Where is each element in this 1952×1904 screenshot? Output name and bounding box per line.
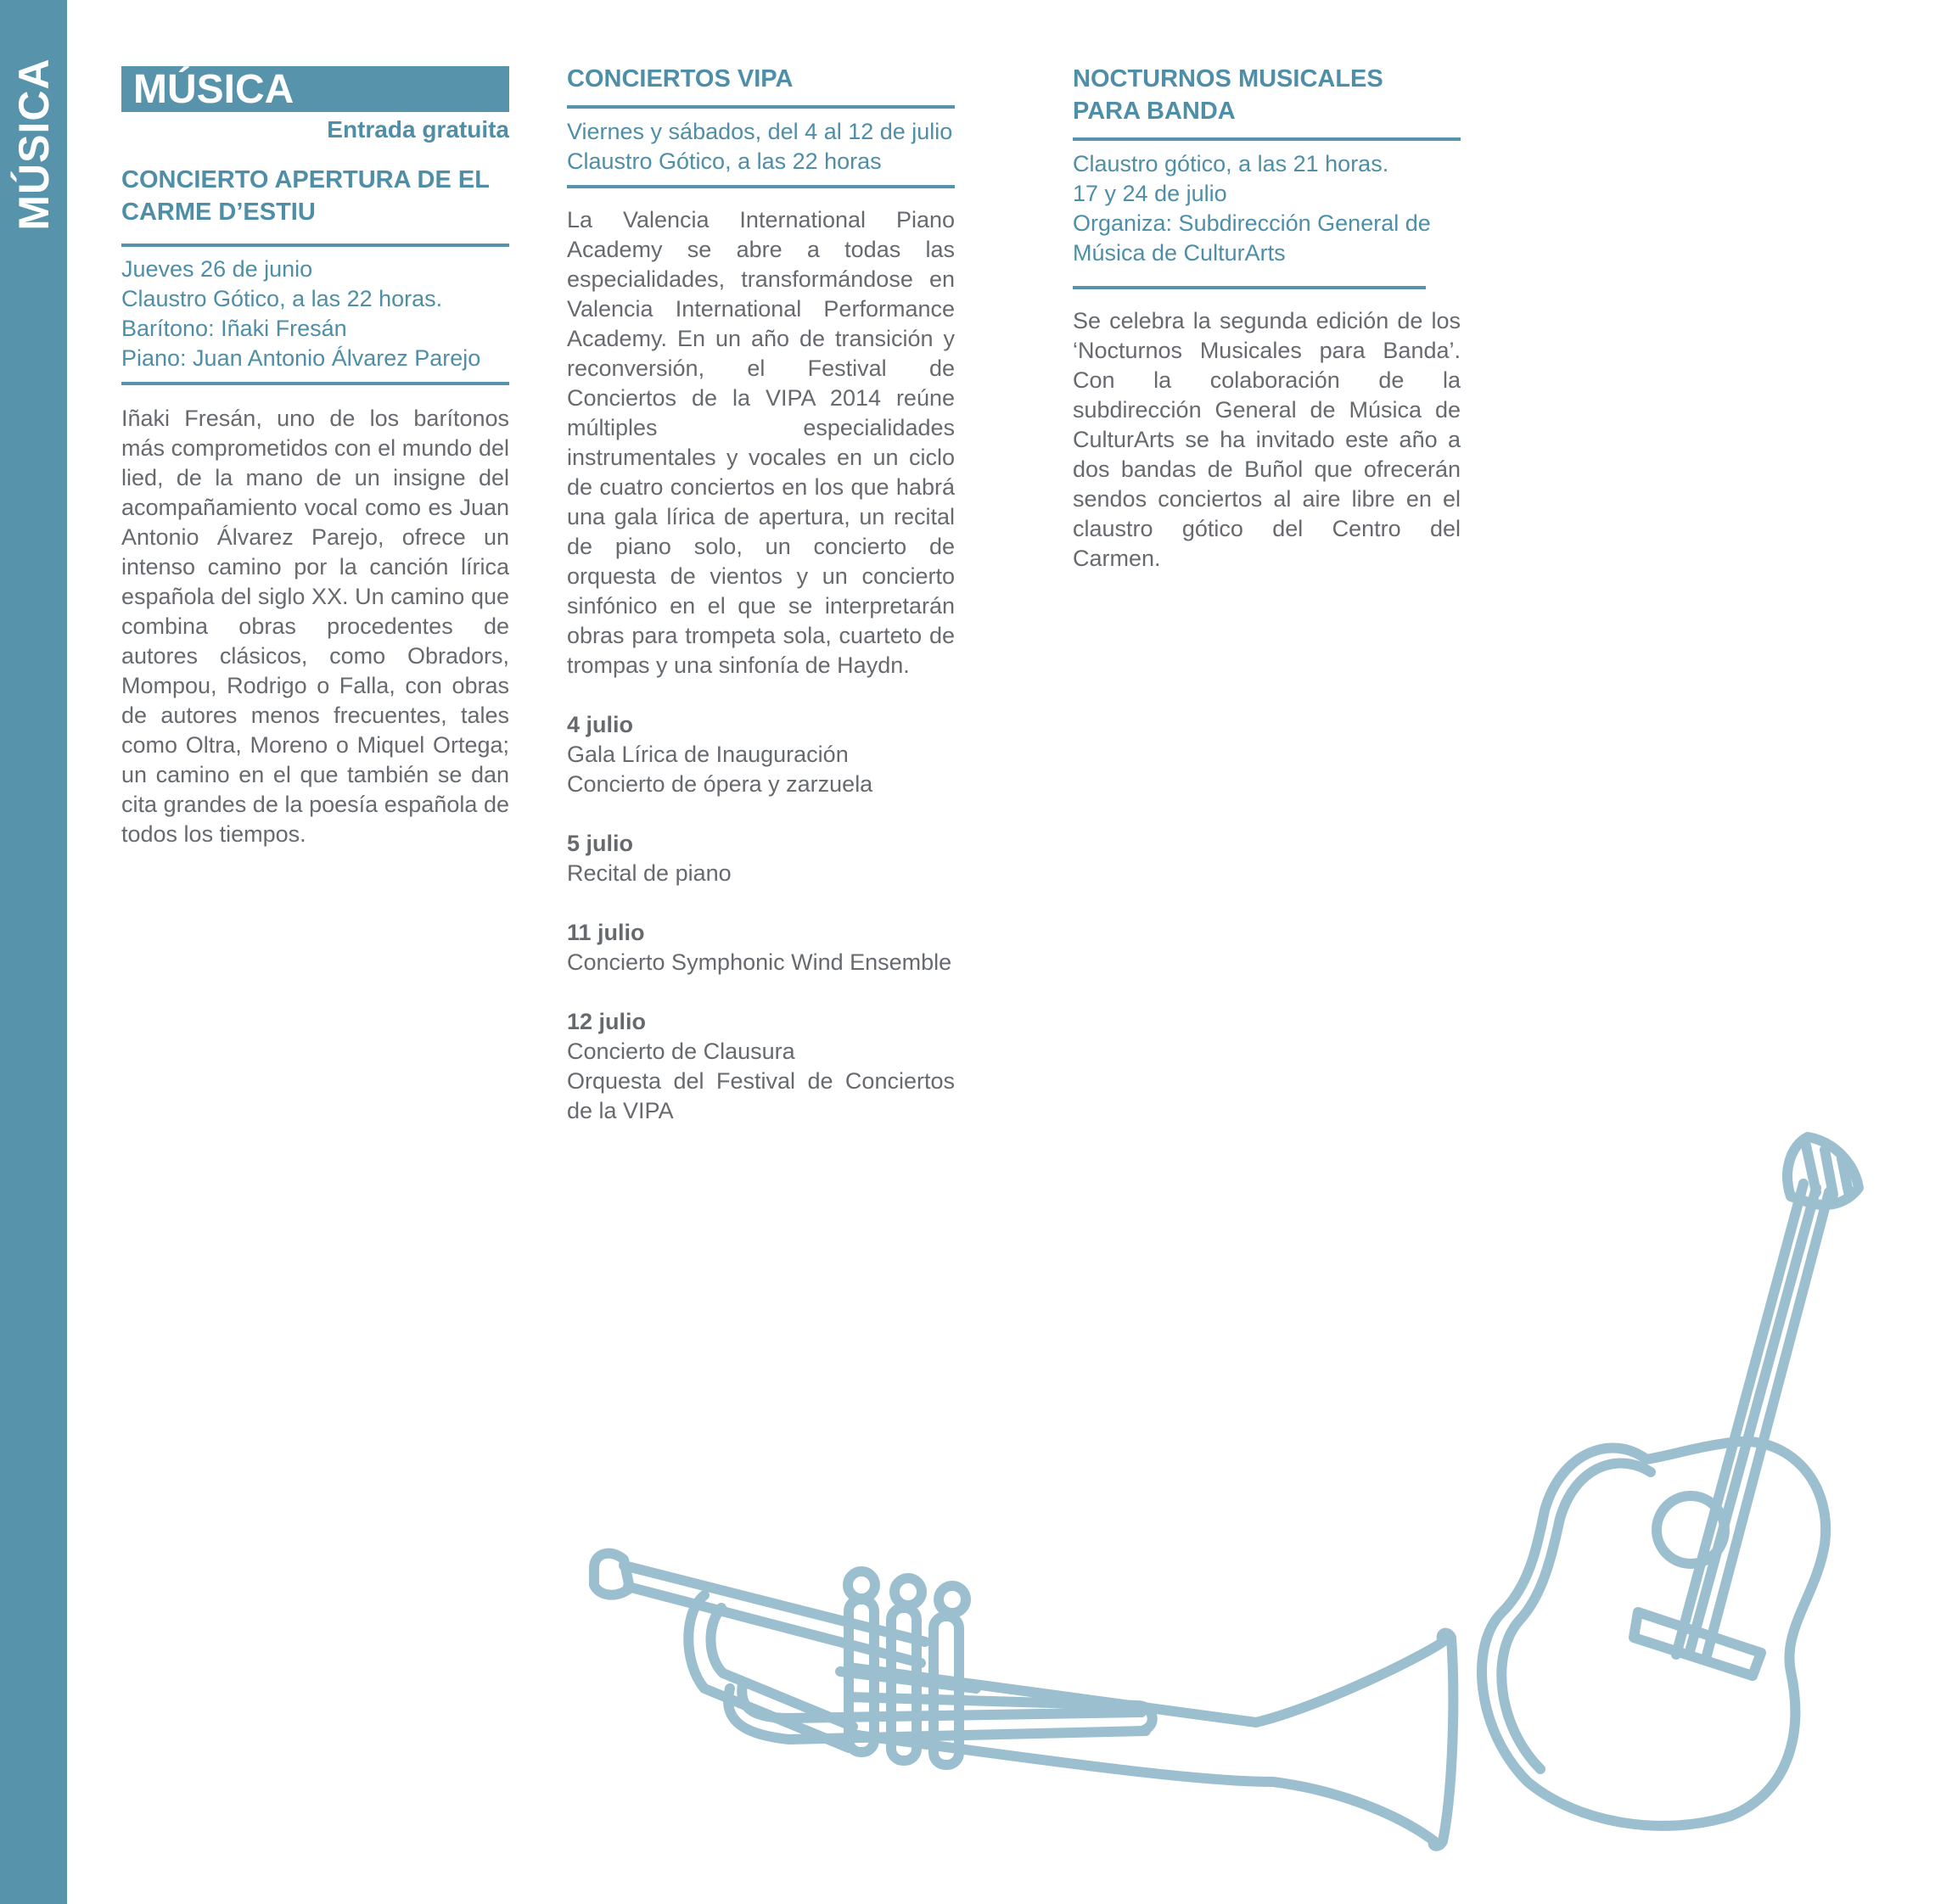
sidebar-section-label: MÚSICA	[10, 58, 58, 231]
divider	[567, 185, 955, 188]
event-description: La Valencia International Piano Academy se abre a todas las especialidades, transformándose en Valencia International Performance Academy. En un año de transición y reconversión, el Festival de Conciertos de la VIPA 2014 reúne múltiples especialidades instrumentales y vocales en un ciclo de cuatro conciertos en los que habrá una gala lírica de apertura, un recital de piano solo, un concierto de orquesta de vientos y un concierto sinfónico en el que se interpretarán obras para trompeta sola, cuarteto de trompas y una sinfonía de Haydn.	[567, 207, 955, 678]
schedule-line: Concierto de Clausura	[567, 1039, 795, 1064]
schedule-line: Concierto Symphonic Wind Ensemble	[567, 949, 952, 975]
guitar-icon	[1482, 1137, 1859, 1826]
concert-schedule	[567, 710, 955, 1126]
schedule-line: Gala Lírica de Inauguración	[567, 742, 849, 767]
free-entry-note: Entrada gratuita	[327, 116, 509, 143]
event-organizer: Organiza: Subdirección General de	[1073, 210, 1431, 236]
trumpet-icon	[594, 1554, 1453, 1846]
event-description: Iñaki Fresán, uno de los barítonos más comprometidos con el mundo del lied, de la mano de un insigne del acompañamiento vocal como es Juan Antonio Álvarez Parejo, ofrece un intenso camino por la canción lírica española del siglo XX. Un camino que combina obras procedentes de autores clásicos, como Obradors, Mompou, Rodrigo o Falla, con obras de autores menos frecuentes, tales como Oltra, Moreno o Miquel Ortega; un camino en el que también se dan cita grandes de la poesía española de todos los tiempos.	[121, 406, 509, 847]
event-heading: NOCTURNOS MUSICALES PARA BANDA	[1073, 65, 1383, 125]
section-title-banner: MÚSICA	[121, 66, 509, 112]
event-date: Jueves 26 de junio	[121, 256, 313, 282]
schedule-item	[567, 918, 955, 977]
schedule-item	[567, 1007, 955, 1126]
section-sidebar	[0, 0, 67, 1904]
schedule-date: 11 julio	[567, 920, 645, 945]
schedule-date: 5 julio	[567, 831, 634, 856]
schedule-line: Recital de piano	[567, 860, 732, 886]
schedule-line: Concierto de ópera y zarzuela	[567, 771, 873, 797]
event-heading: CONCIERTOS VIPA	[567, 65, 794, 92]
event-venue: Claustro Gótico, a las 22 horas.	[121, 286, 443, 311]
event-description: Se celebra la segunda edición de los ‘Nocturnos Musicales para Banda’. Con la colaboración de la subdirección General de Música de CulturArts se ha invitado este año a dos bandas de Buñol que ofrecerán sendos conciertos al aire libre en el claustro gótico del Centro del Carmen.	[1073, 308, 1461, 571]
divider	[121, 382, 509, 385]
event-venue: Claustro gótico, a las 21 horas.	[1073, 151, 1389, 176]
divider	[121, 244, 509, 247]
event-performer: Piano: Juan Antonio Álvarez Parejo	[121, 345, 481, 371]
column-conciertos-vipa	[567, 66, 955, 1156]
divider	[567, 105, 955, 109]
column-nocturnos-musicales	[1073, 66, 1461, 574]
divider	[1073, 137, 1461, 141]
schedule-date: 12 julio	[567, 1009, 647, 1034]
event-heading: CONCIERTO APERTURA DE EL CARME D’ESTIU	[121, 166, 490, 226]
schedule-item	[567, 710, 955, 799]
event-date: Viernes y sábados, del 4 al 12 de julio	[567, 119, 953, 144]
event-date: 17 y 24 de julio	[1073, 181, 1227, 206]
schedule-line: Orquesta del Festival de Conciertos de la VIPA	[567, 1068, 955, 1123]
divider	[1073, 286, 1426, 289]
schedule-date: 4 julio	[567, 712, 634, 737]
event-info	[1073, 149, 1461, 268]
event-performer: Barítono: Iñaki Fresán	[121, 316, 347, 341]
event-venue: Claustro Gótico, a las 22 horas	[567, 148, 882, 174]
event-organizer: Música de CulturArts	[1073, 240, 1286, 266]
event-info	[567, 117, 955, 176]
schedule-item	[567, 829, 955, 888]
event-info	[121, 255, 509, 373]
column-concierto-apertura	[121, 66, 509, 849]
instruments-illustration	[577, 1128, 1884, 1892]
